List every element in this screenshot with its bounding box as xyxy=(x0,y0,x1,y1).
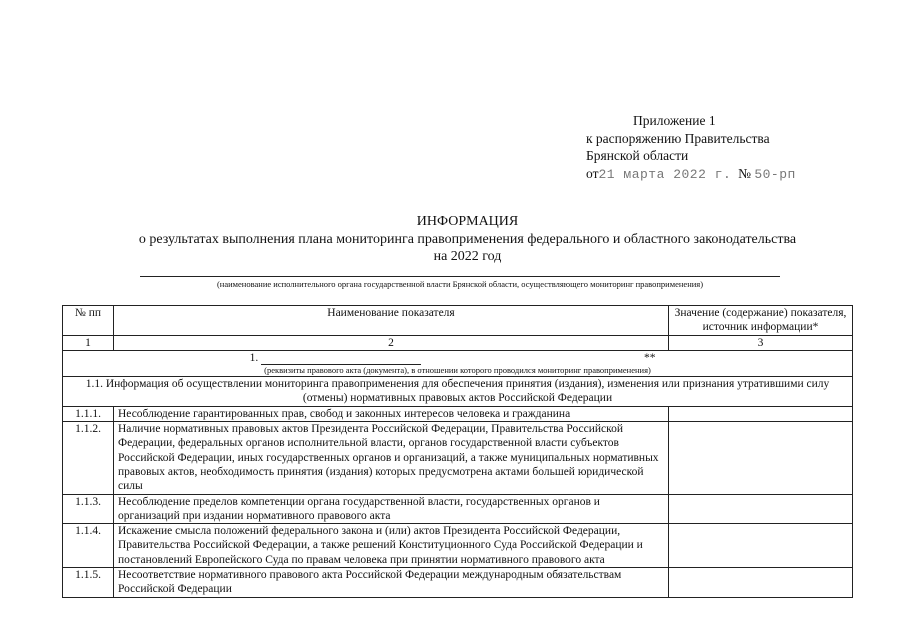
header-value: Значение (содержание) показателя, источник информации* xyxy=(669,306,853,336)
column-number-2: 2 xyxy=(114,335,669,350)
table-row xyxy=(63,494,853,524)
row-indicator: Несоблюдение гарантированных прав, свобод и законных интересов человека и гражданина xyxy=(114,406,669,421)
subheading-row xyxy=(63,377,853,407)
table-row xyxy=(63,524,853,568)
appendix-order-line: к распоряжению Правительства xyxy=(586,130,770,146)
document-year: на 2022 год xyxy=(433,249,502,264)
document-title: ИНФОРМАЦИЯ xyxy=(416,214,519,229)
row-number: 1.1.4. xyxy=(63,524,114,568)
row-value xyxy=(669,524,853,568)
table-header-row xyxy=(63,306,853,336)
row-number: 1.1.1. xyxy=(63,406,114,421)
section-cell xyxy=(63,350,853,376)
section-caption: (реквизиты правового акта (документа), в отношении которого проводился мониторинг правоприменения) xyxy=(264,365,651,376)
section-row xyxy=(63,350,853,376)
appendix-block xyxy=(586,112,796,183)
row-value xyxy=(669,422,853,494)
column-number-1: 1 xyxy=(63,335,114,350)
row-indicator: Наличие нормативных правовых актов Президента Российской Федерации, Правительства Российской Федерации, федеральных органов исполнительной власти, органов государственной власти субъектов Российской Федерации, иных государственных органов и организаций, а также муниципальных нормативных правовых актов, необходимость принятия (издания) которых предусмотрена актами большей юридической силы xyxy=(114,422,669,494)
header-number: № пп xyxy=(63,306,114,336)
row-indicator: Несоблюдение пределов компетенции органа государственной власти, государственных органов и организаций при издании нормативного правового акта xyxy=(114,494,669,524)
row-number: 1.1.5. xyxy=(63,568,114,598)
header-indicator: Наименование показателя xyxy=(114,306,669,336)
table-row xyxy=(63,568,853,598)
section-blank-line xyxy=(261,352,421,365)
column-number-row xyxy=(63,335,853,350)
appendix-region-line: Брянской области xyxy=(586,148,689,163)
row-value xyxy=(669,494,853,524)
section-number: 1. xyxy=(249,351,259,364)
row-value xyxy=(669,568,853,598)
appendix-title: Приложение 1 xyxy=(633,113,716,128)
row-number: 1.1.3. xyxy=(63,494,114,524)
section-stars: ** xyxy=(643,351,656,364)
subheading-cell: 1.1. Информация об осуществлении мониторинга правоприменения для обеспечения принятия (издания), изменения или признания утратившими силу (отмены) нормативных правовых актов Российской Федерации xyxy=(63,377,853,407)
table-row xyxy=(63,406,853,421)
appendix-date-line xyxy=(586,165,796,184)
fill-in-caption: (наименование исполнительного органа государственной власти Брянской области, осуществляющего мониторинг правоприменения) xyxy=(216,279,704,289)
row-indicator: Искажение смысла положений федерального закона и (или) актов Президента Российской Федерации, Правительства Российской Федерации, а также решений Конституционного Суда Российской Федерации и постановлений Европейского Суда по правам человека при принятии нормативного правового акта xyxy=(114,524,669,568)
document-subtitle: о результатах выполнения плана мониторинга правоприменения федерального и областного законодательства xyxy=(138,232,797,247)
date-prefix: от xyxy=(586,165,599,181)
indicators-table xyxy=(62,305,853,598)
row-indicator: Несоответствие нормативного правового акта Российской Федерации международным обязательствам Российской Федерации xyxy=(114,568,669,598)
fill-in-line xyxy=(140,276,780,277)
row-number: 1.1.2. xyxy=(63,422,114,494)
handwritten-date: 21 марта 2022 г. xyxy=(598,166,732,182)
table-row xyxy=(63,422,853,494)
column-number-3: 3 xyxy=(669,335,853,350)
number-prefix: № xyxy=(738,165,751,181)
row-value xyxy=(669,406,853,421)
handwritten-number: 50-рп xyxy=(754,166,796,182)
